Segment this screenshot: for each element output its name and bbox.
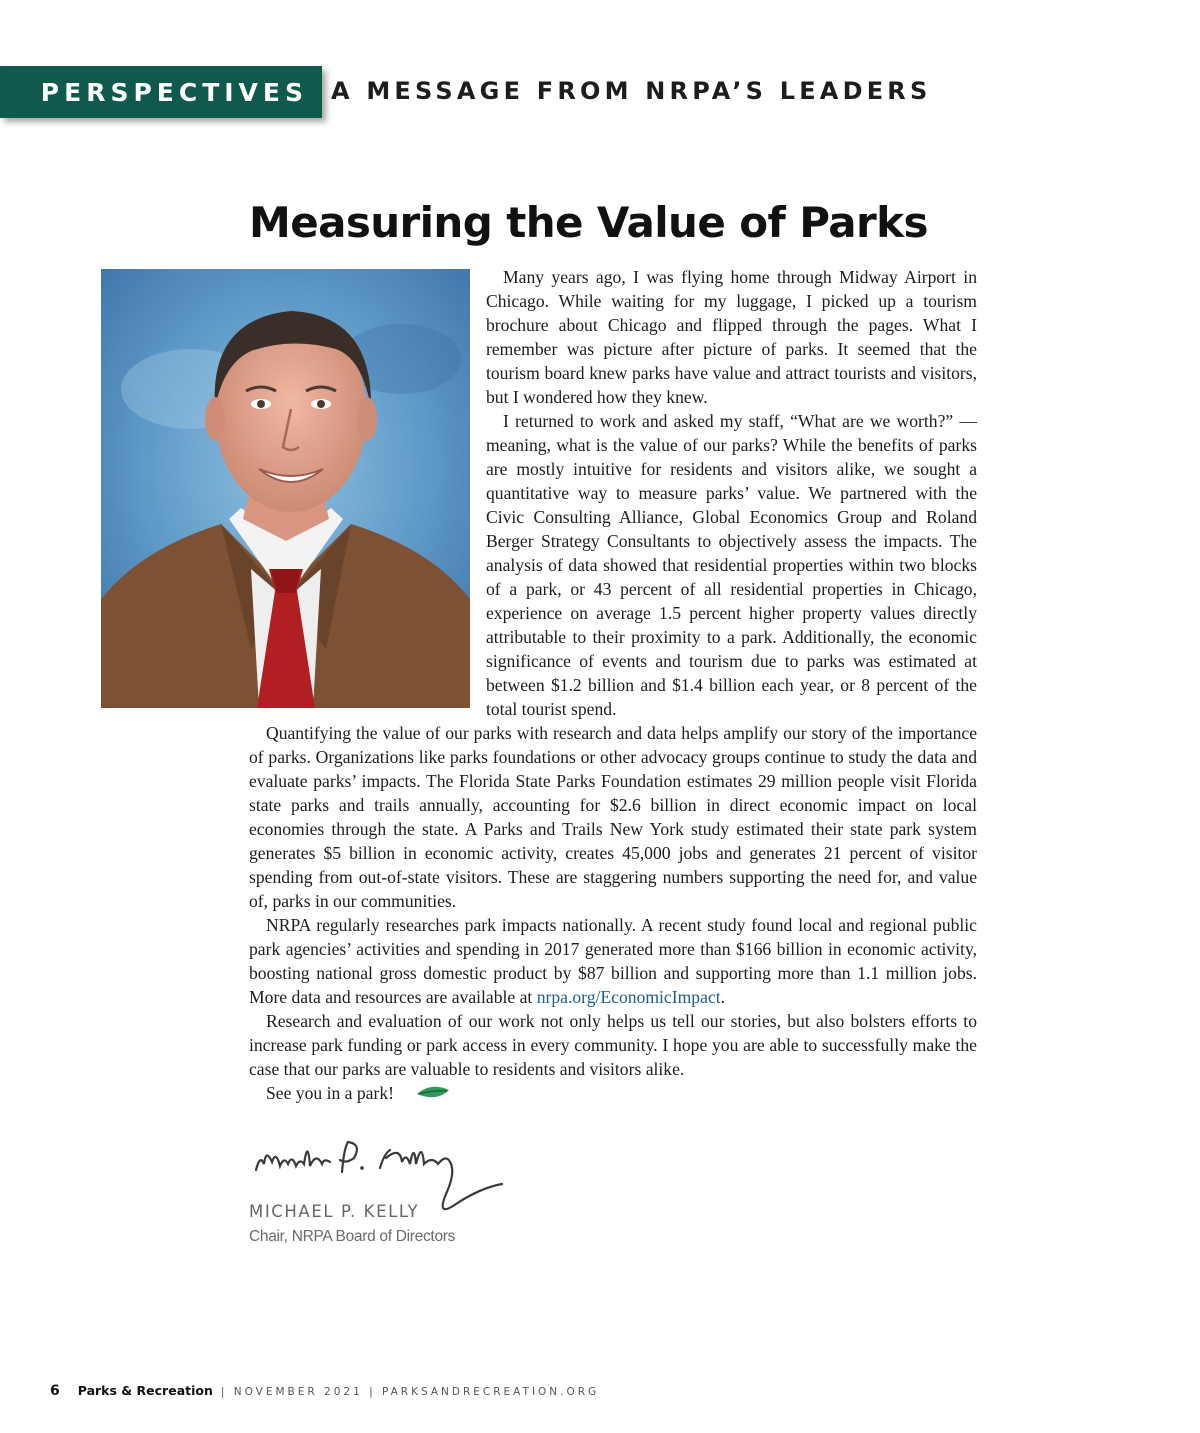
article-paragraph: Many years ago, I was flying home through Midway Airport in Chicago. While waiting for my luggage, I picked up a tourism brochure about Chicago and flipped through the pages. What I remember was picture after picture of parks. It seemed that the tourism board knew parks have value and attract tourists and visitors, but I wondered how they knew. [486, 267, 977, 407]
page-footer [50, 1383, 599, 1399]
article-paragraph: Quantifying the value of our parks with research and data helps amplify our story of the importance of parks. Organizations like parks foundations or other advocacy groups continue to study the data and evaluate parks’ impacts. The Florida State Parks Foundation estimates 29 million people visit Florida state parks and trails annually, accounting for $2.6 billion in direct economic impact on local economies through the state. A Parks and Trails New York study estimated their state park system generates $5 billion in economic activity, creates 45,000 jobs and generates 21 percent of visitor spending from out-of-state visitors. These are staggering numbers supporting the need for, and value of, parks in our communities. [249, 723, 977, 911]
article-paragraph: Research and evaluation of our work not only helps us tell our stories, but also bolsters efforts to increase park funding or park access in every community. I hope you are able to successfully make the case that our parks are valuable to residents and visitors alike. [249, 1011, 977, 1079]
article-paragraph-with-link [249, 913, 977, 1009]
article-body [249, 265, 977, 1108]
section-label: PERSPECTIVES [40, 77, 308, 107]
article-title: Measuring the Value of Parks [249, 198, 928, 247]
magazine-name: Parks & Recreation [77, 1383, 213, 1398]
article-paragraph-text: NRPA regularly researches park impacts nationally. A recent study found local and regional public park agencies’ activities and spending in 2017 generated more than $166 billion in economic activity, boosting national gross domestic product by $87 billion and supporting more than 1.1 million jobs. More data and resources are available at [249, 915, 977, 1007]
article-paragraph: I returned to work and asked my staff, “What are we worth?” — meaning, what is the value of our parks? While the benefits of parks are mostly intuitive for residents and visitors alike, we sought a quantitative way to measure parks’ value. We partnered with the Civic Consulting Alliance, Global Economics Group and Roland Berger Strategy Consultants to objectively assess the impacts. The analysis of data showed that residential properties within two blocks of a park, or 43 percent of all residential properties in Chicago, experience on average 1.5 percent higher property values directly attributable to their proximity to a park. Additionally, the economic significance of events and tourism due to parks was estimated at between $1.2 billion and $1.4 billion each year, or 8 percent of the total tourist spend. [486, 411, 977, 719]
closing-text: See you in a park! [266, 1083, 395, 1103]
author-role: Chair, NRPA Board of Directors [249, 1228, 456, 1245]
economic-impact-link[interactable]: nrpa.org/EconomicImpact [536, 987, 721, 1007]
issue-info: | NOVEMBER 2021 | PARKSANDRECREATION.ORG [220, 1386, 600, 1398]
photo-wrap-spacer [249, 265, 486, 721]
leaf-icon [398, 1084, 451, 1108]
author-name: MICHAEL P. KELLY [249, 1202, 420, 1221]
section-subtitle: A MESSAGE FROM NRPA’S LEADERS [331, 77, 932, 105]
page-number: 6 [50, 1383, 60, 1399]
section-tab [0, 66, 322, 118]
link-suffix: . [720, 987, 725, 1007]
closing-line [249, 1081, 977, 1108]
